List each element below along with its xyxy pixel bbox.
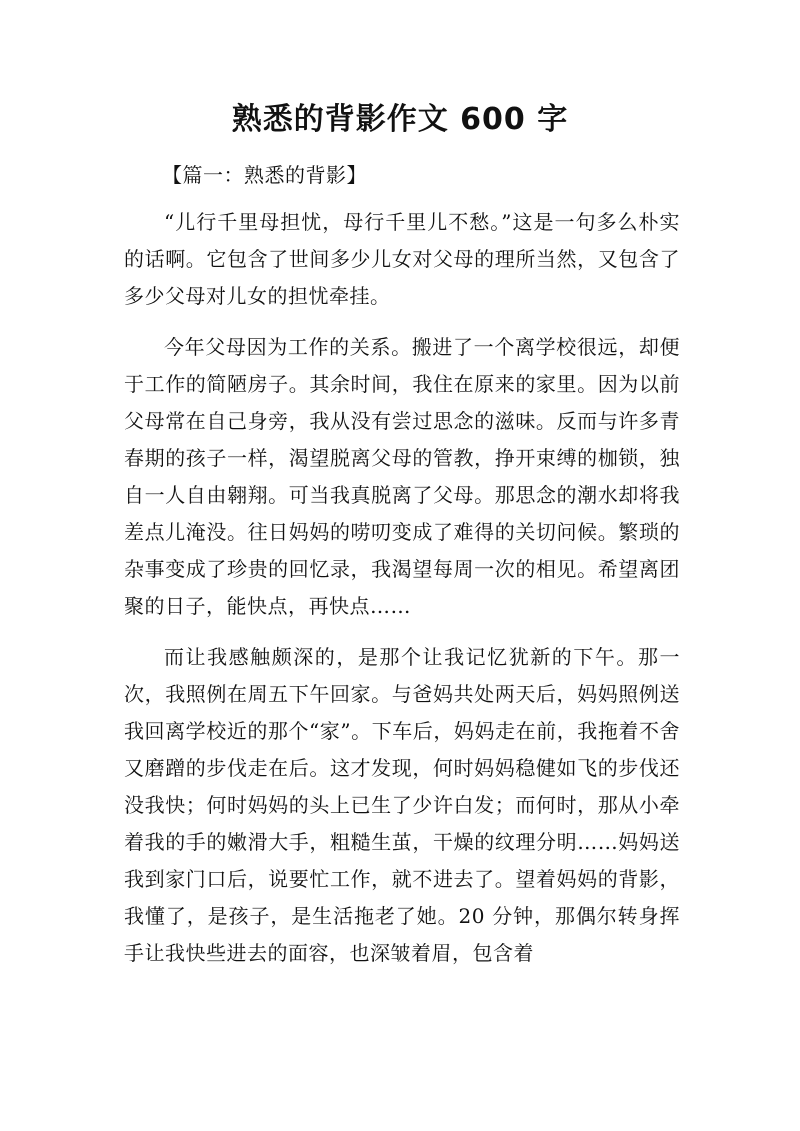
paragraph-2: 今年父母因为工作的关系。搬进了一个离学校很远，却便于工作的简陋房子。其余时间，我住在原来的家里。因为以前父母常在自己身旁，我从没有尝过思念的滋味。反而与许多青春期的孩子一样，渴望脱离父母的管教，挣开束缚的枷锁，独自一人自由翱翔。可当我真脱离了父母。那思念的潮水却将我差点儿淹没。往日妈妈的唠叨变成了难得的关切问候。繁琐的杂事变成了珍贵的回忆录，我渴望每周一次的相见。希望离团聚的日子，能快点，再快点…… xyxy=(124,335,680,618)
document-title: 熟悉的背影作文 600 字 xyxy=(231,102,569,137)
paragraph-1: “儿行千里母担忧，母行千里儿不愁。”这是一句多么朴实的话啊。它包含了世间多少儿女对父母的理所当然，又包含了多少父母对儿女的担忧牵挂。 xyxy=(124,210,680,308)
section-heading: 【篇一：熟悉的背影】 xyxy=(162,163,367,187)
paragraph-3: 而让我感触颇深的，是那个让我记忆犹新的下午。那一次，我照例在周五下午回家。与爸妈共处两天后，妈妈照例送我回离学校近的那个“家”。下车后，妈妈走在前，我拖着不舍又磨蹭的步伐走在后。这才发现，何时妈妈稳健如飞的步伐还没我快；何时妈妈的头上已生了少许白发；而何时，那从小牵着我的手的嫩滑大手，粗糙生茧，干燥的纹理分明……妈妈送我到家门口后，说要忙工作，就不进去了。望着妈妈的背影，我懂了，是孩子，是生活拖老了她。20 分钟，那偶尔转身挥手让我快些进去的面容，也深皱着眉，包含着 xyxy=(124,645,680,965)
document-body xyxy=(124,160,680,986)
